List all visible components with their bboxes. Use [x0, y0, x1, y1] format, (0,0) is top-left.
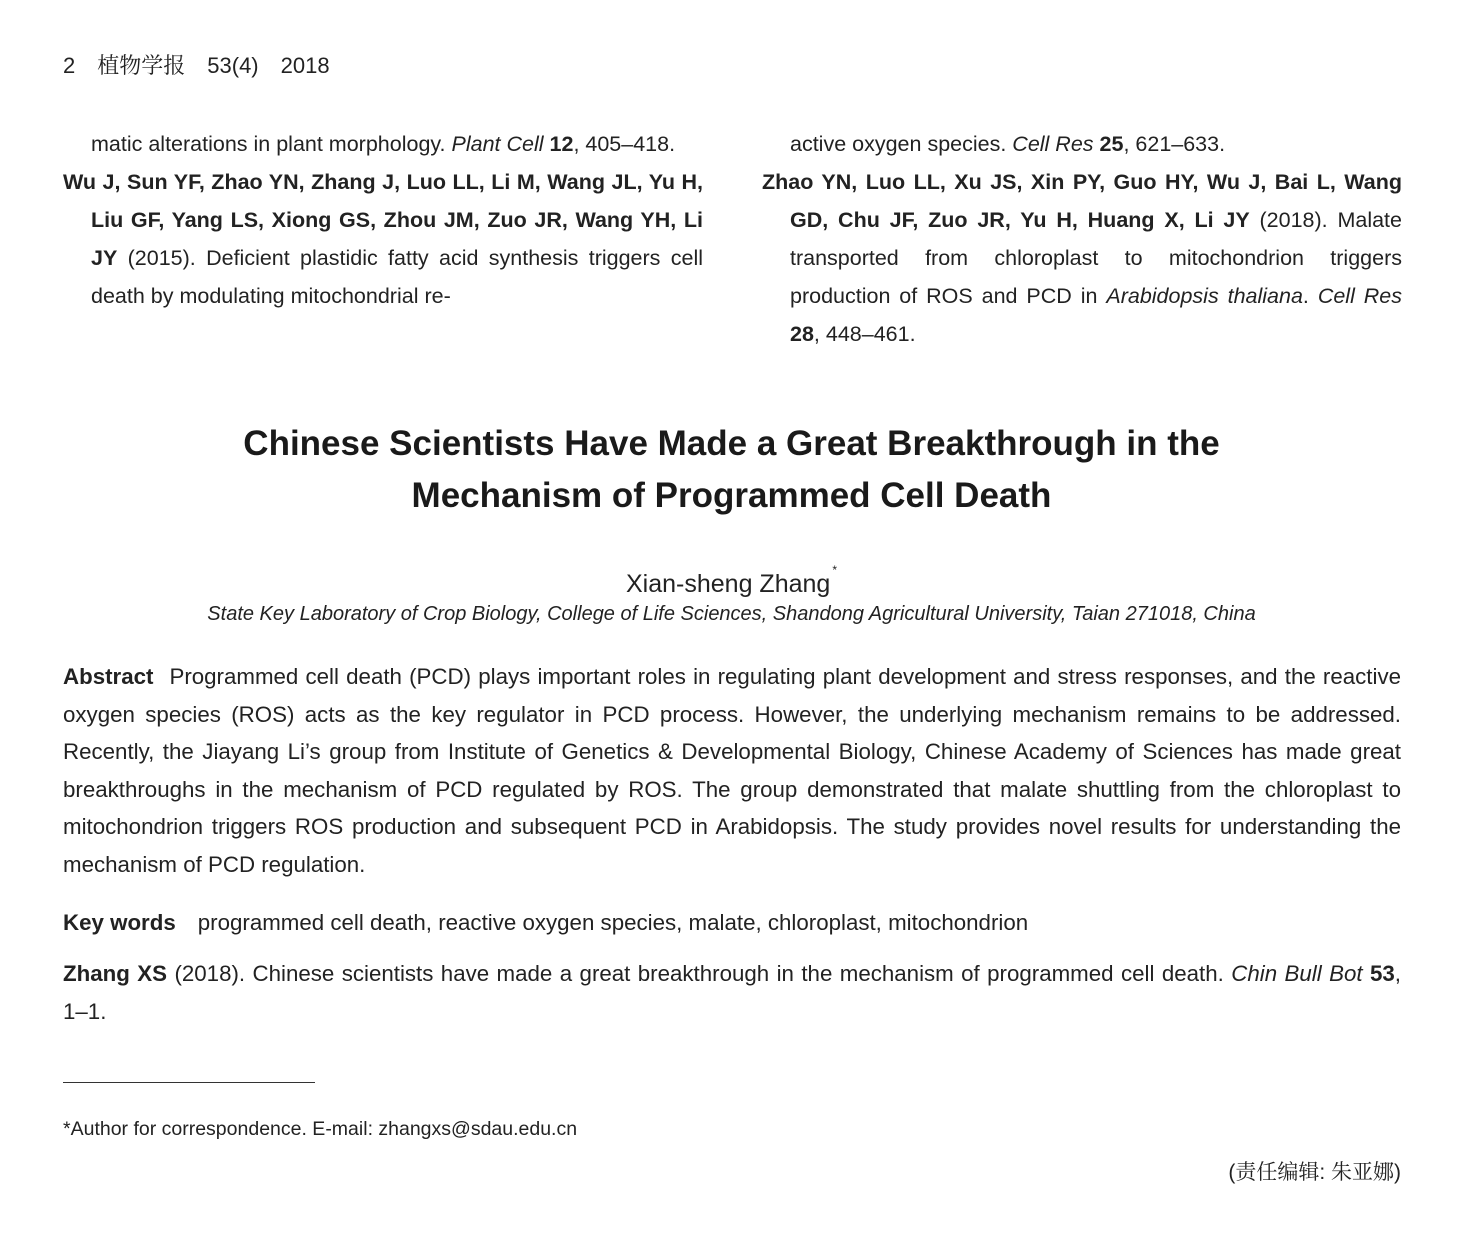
reference-pages: , 405–418.: [573, 132, 676, 156]
keywords-line: [63, 904, 1401, 942]
editor-note: (责任编辑: 朱亚娜): [1228, 1161, 1401, 1184]
article-title: [60, 418, 1403, 522]
publication-year: 2018: [280, 53, 330, 78]
citation-paragraph: [63, 955, 1401, 1030]
volume-issue: 53(4): [207, 53, 259, 78]
reference-item: [762, 163, 1402, 353]
abstract-text: Programmed cell death (PCD) plays important roles in regulating plant development and stress responses, and the reactive oxygen species (ROS) acts as the key regulator in PCD process. However, the underlying mechanism remains to be addressed. Recently, the Jiayang Li’s group from Institute of Genetics & Developmental Biology, Chinese Academy of Sciences has made great breakthroughs in the mechanism of PCD regulated by ROS. The group demonstrated that malate shuttling from the chloroplast to mitochondrion triggers ROS production and subsequent PCD in Arabidopsis. The study provides novel results for understanding the mechanism of PCD regulation.: [63, 664, 1401, 877]
title-line-2: Mechanism of Programmed Cell Death: [411, 476, 1052, 515]
footnote-divider: [63, 1082, 315, 1083]
reference-text: matic alterations in plant morphology.: [91, 132, 452, 156]
reference-volume: 25: [1099, 132, 1124, 156]
reference-authors: Wu J, Sun YF, Zhao YN, Zhang J, Luo LL, Li M, Wang JL, Yu H, Liu GF, Yang LS, Xiong GS, Zhou JM, Zuo JR, Wang YH, Li JY: [63, 170, 703, 270]
reference-species: Arabidopsis thaliana: [1106, 284, 1303, 308]
keywords-text: programmed cell death, reactive oxygen species, malate, chloroplast, mitochondrion: [197, 910, 1029, 935]
reference-journal: Cell Res: [1012, 132, 1094, 156]
reference-authors: Zhao YN, Luo LL, Xu JS, Xin PY, Guo HY, Wu J, Bai L, Wang GD, Chu JF, Zuo JR, Yu H, Huang X, Li JY: [762, 170, 1402, 232]
running-header: [63, 50, 352, 82]
reference-journal: Plant Cell: [451, 132, 544, 156]
citation-volume: 53: [1369, 961, 1395, 986]
title-line-1: Chinese Scientists Have Made a Great Breakthrough in the: [243, 424, 1220, 463]
citation-journal: Chin Bull Bot: [1231, 961, 1363, 986]
references-right-column: [762, 125, 1402, 353]
journal-name: 植物学报: [97, 53, 186, 78]
citation-pages: , 1–1.: [63, 961, 1401, 1024]
reference-separator: .: [1302, 284, 1318, 308]
reference-continued: [63, 125, 703, 163]
reference-pages: , 621–633.: [1123, 132, 1226, 156]
author-name: Xian-sheng Zhang: [626, 570, 831, 598]
reference-pages: , 448–461.: [813, 322, 916, 346]
reference-text: active oxygen species.: [790, 132, 1013, 156]
abstract-paragraph: [63, 658, 1401, 883]
keywords-label: Key words: [63, 910, 176, 935]
reference-item: [63, 163, 703, 315]
citation-text: (2018). Chinese scientists have made a great breakthrough in the mechanism of programmed cell death.: [167, 961, 1232, 986]
abstract-label: Abstract: [63, 664, 154, 689]
author-affiliation: State Key Laboratory of Crop Biology, College of Life Sciences, Shandong Agricultural University, Taian 271018, China: [207, 603, 1256, 625]
reference-journal: Cell Res: [1317, 284, 1402, 308]
correspondence-footnote: *Author for correspondence. E-mail: zhangxs@sdau.edu.cn: [63, 1118, 578, 1140]
reference-volume: 28: [790, 322, 814, 346]
citation-separator: [1363, 961, 1370, 986]
references-left-column: [63, 125, 703, 315]
reference-text: (2015). Deficient plastidic fatty acid synthesis triggers cell death by modulating mitochondrial re-: [91, 246, 703, 308]
article-author: [60, 551, 1403, 603]
citation-author: Zhang XS: [63, 961, 168, 986]
page-number: 2: [63, 53, 76, 78]
reference-volume: 12: [549, 132, 574, 156]
correspondence-mark: *: [832, 563, 837, 577]
reference-continued: [762, 125, 1402, 163]
reference-text: (2018). Malate transported from chloroplast to mitochondrion triggers production of ROS and PCD in: [790, 208, 1402, 308]
